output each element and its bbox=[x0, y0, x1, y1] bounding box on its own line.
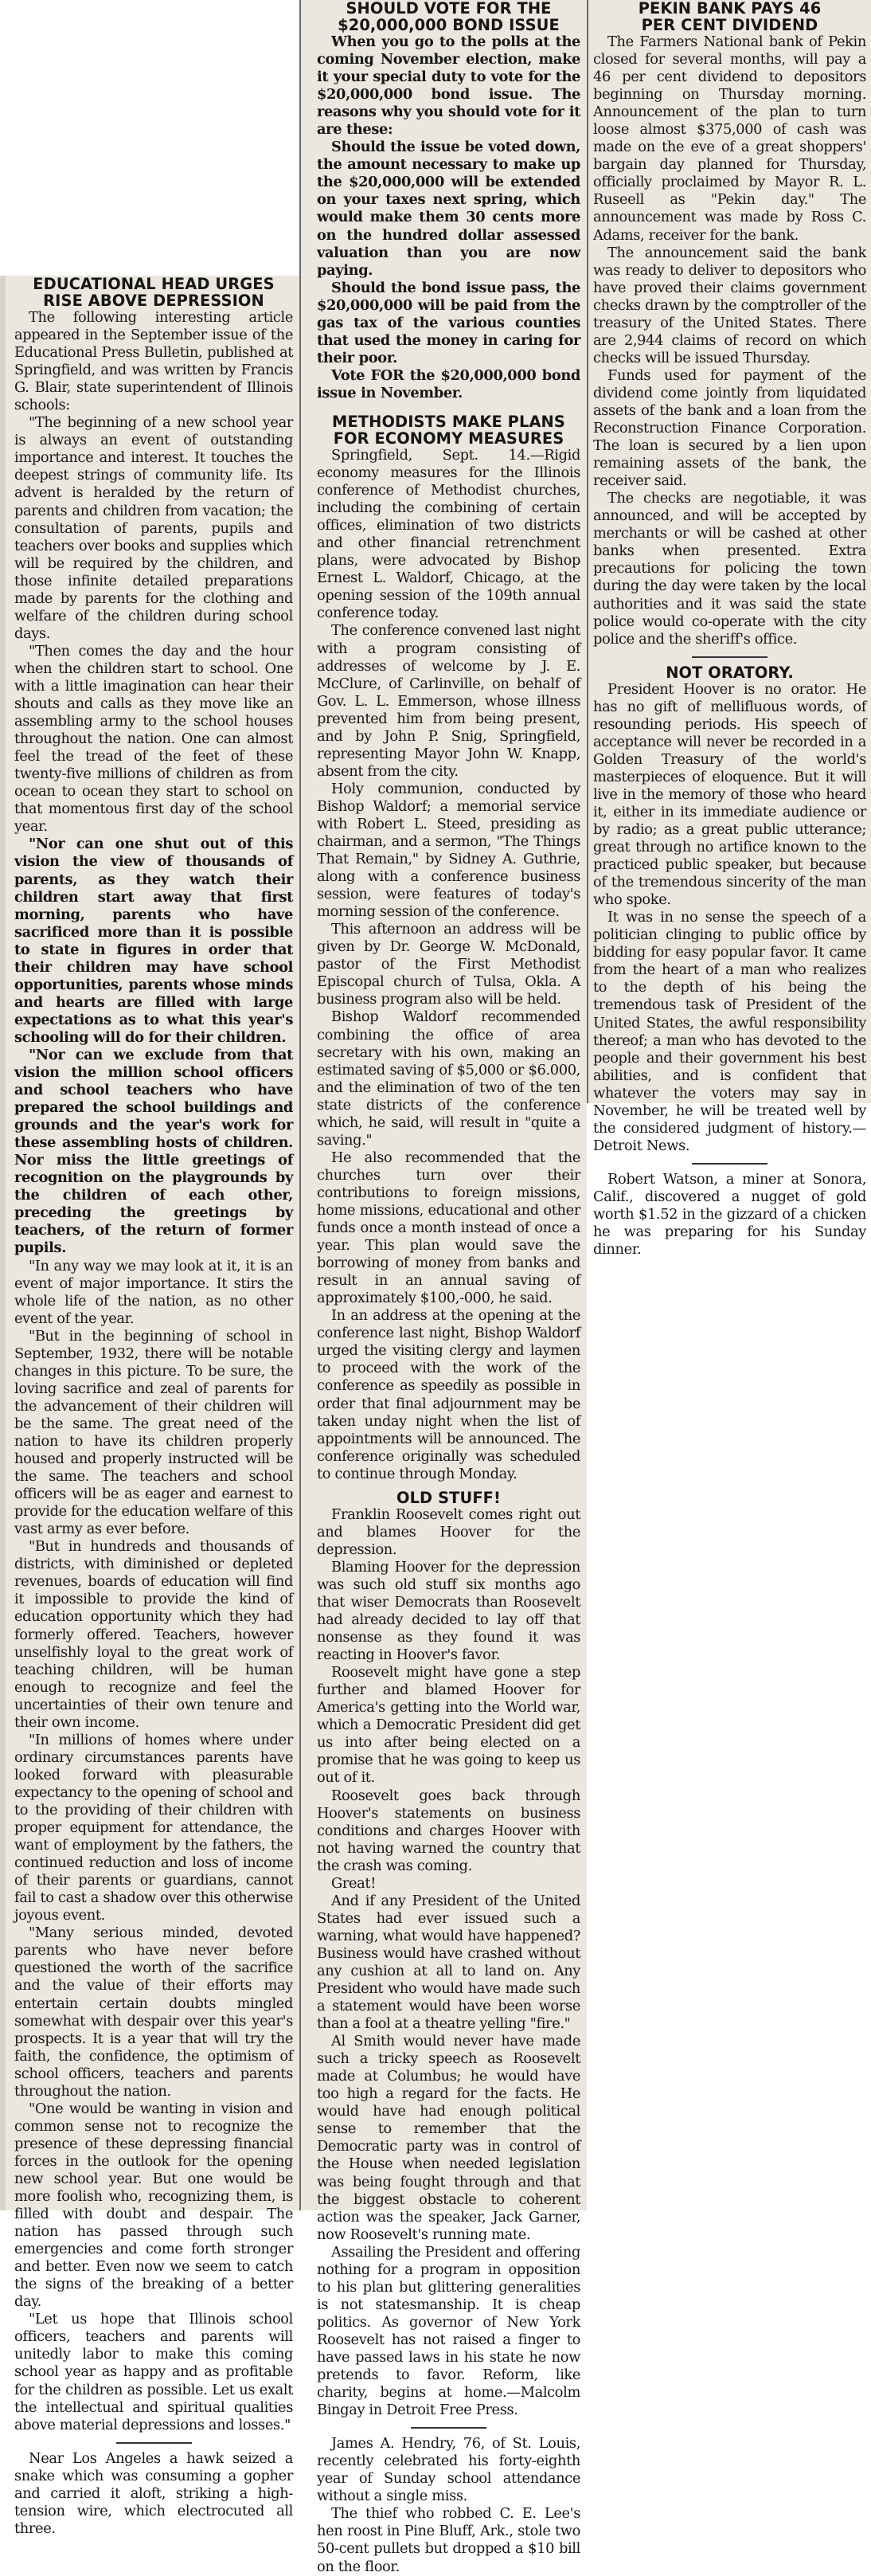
methodist-body bbox=[317, 447, 580, 1483]
methodist-headline-text: METHODISTS MAKE PLANS FOR ECONOMY MEASURES bbox=[332, 412, 565, 448]
right-column bbox=[587, 0, 871, 1259]
paragraph: The announcement said the bank was ready to deliver to depositors who have proved their claims government checks drawn by the comptroller of the treasury of the United States. There are 2,944 claims of record on which checks will be issued Thursday. bbox=[593, 244, 866, 366]
middle-column bbox=[299, 0, 587, 2575]
paragraph: Roosevelt goes back through Hoover's statements on business conditions and charges Hoover with not having warned the country that the crash was coming. bbox=[317, 1787, 580, 1874]
orator-headline bbox=[593, 664, 866, 681]
old-stuff-headline-text: OLD STUFF! bbox=[396, 1488, 501, 1507]
paragraph: The Farmers National bank of Pekin closed for several months, will pay a 46 per cent dividend to depositors beginning on Thursday morning. Announcement of the plan to turn loose almost $375,000 of cash was made on the eve of a great shoppers' bargain day planned for Thursday, officially proclaimed by Mayor R. L. Ruseell as "Pekin day." The announcement was made by Ross C. Adams, receiver for the bank. bbox=[593, 33, 866, 244]
pekin-body bbox=[593, 33, 866, 648]
paragraph: Roosevelt might have gone a step further and blamed Hoover for America's getting into the World war, which a Democratic President did get us into after being elected on a promise that he was going to keep us out of it. bbox=[317, 1664, 580, 1787]
bond-article bbox=[317, 0, 580, 402]
paragraph: The conference convened last night with a program consisting of addresses of welcome by J. E. McClure, of Carlinville, on behalf of Gov. L. L. Emmerson, whose illness prevented him from being present, and by John P. Snig, Springfield, representing Mayor John W. Knapp, absent from the city. bbox=[317, 622, 580, 780]
paragraph: And if any President of the United States had ever issued such a warning, what would have happened? Business would have crashed without any cushion at all to land on. Any President who would have made such a statement would have been worse than a fool at a theatre yelling "fire." bbox=[317, 1892, 580, 2033]
paragraph: Al Smith would never have made such a tricky speech as Roosevelt made at Columbus; he would have too high a regard for the facts. He would have had enough political sense to remember that the Democratic party was in control of the House when needed legislation was being fought through and that the biggest obstacle to coherent action was the speaker, Jack Garner, now Roosevelt's running mate. bbox=[317, 2033, 580, 2243]
education-headline bbox=[14, 276, 293, 309]
bond-headline bbox=[317, 0, 580, 33]
old-stuff-headline bbox=[317, 1490, 580, 1506]
paragraph: Vote FOR the $20,000,000 bond issue in November. bbox=[317, 366, 580, 401]
paragraph: Springfield, Sept. 14.—Rigid economy measures for the Illinois conference of Methodist churches, including the combining of certain offices, elimination of two districts and other financial retrenchment plans, were advocated by Bishop Ernest L. Waldorf, Chicago, at the opening session of the 109th annual conference today. bbox=[317, 446, 580, 622]
paragraph: "In millions of homes where under ordinary circumstances parents have looked forward with pleasurable expectancy to the opening of school and to the providing of their children with proper equipment for attendance, the want of employment by the fathers, the continued reduction and loss of income of their parents or guardians, cannot fail to cast a shadow over this otherwise joyous event. bbox=[14, 1731, 293, 1924]
education-body bbox=[14, 309, 293, 2434]
paragraph: Should the issue be voted down, the amount necessary to make up the $20,000,000 will be extended on your taxes next spring, which would make them 30 cents more on the hundred dollar assessed valuation than you are now paying. bbox=[317, 139, 580, 279]
hawk-item: Near Los Angeles a hawk seized a snake which was consuming a gopher and carried it aloft, striking a high-tension wire, which electrocuted all three. bbox=[14, 2449, 293, 2537]
bond-headline-text: SHOULD VOTE FOR THE $20,000,000 BOND ISSUE bbox=[338, 0, 560, 34]
paragraph: He also recommended that the churches turn over their contributions to foreign missions, home missions, educational and other funds once a month instead of once a year. This plan would save the borrowing of money from banks and result in an annual saving of approximately $100,-000, he said. bbox=[317, 1149, 580, 1307]
orator-headline-text: NOT ORATORY. bbox=[666, 663, 794, 682]
paragraph: "One would be wanting in vision and common sense not to recognize the presence of these depressing financial forces in the outlook for the opening new school year. But one would be more foolish who, recognizing them, is filled with doubt and despair. The nation has passed through such emergencies and come forth stronger and better. Even now we seem to catch the signs of the breaking of a better day. bbox=[14, 2100, 293, 2311]
paragraph: Should the bond issue pass, the $20,000,000 will be paid from the gas tax of the various counties that used the money in caring for their poor. bbox=[317, 279, 580, 366]
methodist-article bbox=[317, 413, 580, 1483]
paragraph: "Nor can one shut out of this vision the view of thousands of parents, as they watch their children start away that first morning, parents who have sacrificed more than it is possible to state in figures in order that their children may have school opportunities, parents whose minds and hearts are filled with large expectations as to what this year's schooling will do for their children. bbox=[14, 836, 293, 1046]
pekin-article bbox=[593, 0, 866, 648]
pekin-headline bbox=[593, 0, 866, 33]
methodist-headline bbox=[317, 413, 580, 447]
paragraph: Franklin Roosevelt comes right out and blames Hoover for the depression. bbox=[317, 1505, 580, 1558]
paragraph: "Nor can we exclude from that vision the million school officers and school teachers who have prepared the school buildings and grounds and the year's work for these assembling hosts of children. Nor miss the little greetings of recognition on the playgrounds by the children of each other, preceding the greetings by teachers, of the return of former pupils. bbox=[14, 1046, 293, 1257]
hendry-item: James A. Hendry, 76, of St. Louis, recently celebrated his forty-eighth year of Sunday school attendance without a single miss. bbox=[317, 2435, 580, 2505]
thief-item: The thief who robbed C. E. Lee's hen roost in Pine Bluff, Ark., stole two 50-cent pullets but dropped a $10 bill on the floor. bbox=[317, 2505, 580, 2575]
paragraph: "Many serious minded, devoted parents who have never before questioned the worth of the sacrifice and the value of their efforts may entertain certain doubts mingled somewhat with despair over this year's prospects. It is a year that will try the faith, the confidence, the optimism of school officers, teachers and parents throughout the nation. bbox=[14, 1924, 293, 2100]
paragraph: In an address at the opening at the conference last night, Bishop Waldorf urged the visiting clergy and laymen to proceed with the work of the conference as speedily as possible in order that final adjournment may be taken unday night when the list of appointments will be announced. The conference originally was scheduled to continue through Monday. bbox=[317, 1307, 580, 1482]
paragraph: Holy communion, conducted by Bishop Waldorf; a memorial service with Robert L. Steed, presiding as chairman, and a sermon, "The Things That Remain," by Sidney A. Guthrie, along with a conference business session, were features of today's morning session of the conference. bbox=[317, 780, 580, 921]
paragraph: Bishop Waldorf recommended combining the office of area secretary with his own, making an estimated saving of $5,000 or $6.000, and the elimination of two of the ten state districts of the conference which, he said, will result in "quite a saving." bbox=[317, 1008, 580, 1149]
paragraph: The checks are negotiable, it was announced, and will be accepted by merchants or will be cashed at other banks when presented. Extra precautions for policing the town during the day were taken by the local authorities and it was said the state police would co-operate with the city police and the sheriff's office. bbox=[593, 490, 866, 648]
paragraph: "The beginning of a new school year is always an event of outstanding importance and interest. It touches the deepest strings of community life. Its advent is heralded by the return of parents and children from vacation; the consultation of parents, pupils and teachers over books and supplies which will be required by the children, and those infinite detailed preparations made by parents for the clothing and welfare of the children during school days. bbox=[14, 414, 293, 642]
divider-rule bbox=[692, 656, 767, 658]
paragraph: The following interesting article appeared in the September issue of the Educational Press Bulletin, published at Springfield, and was written by Francis G. Blair, state superintendent of Illinois schools: bbox=[14, 309, 293, 414]
paragraph: When you go to the polls at the coming November election, make it your special duty to vote for the $20,000,000 bond issue. The reasons why you should vote for it are these: bbox=[317, 33, 580, 139]
left-column bbox=[0, 275, 299, 2537]
paragraph: Assailing the President and offering nothing for a program in opposition to his plan but glittering generalities is not statesmanship. It is cheap politics. As governor of New York Roosevelt has not raised a finger to have passed laws in his state he now pretends to favor. Reform, like charity, begins at home.—Malcolm Bingay in Detroit Free Press. bbox=[317, 2243, 580, 2419]
divider-rule bbox=[692, 1163, 767, 1165]
paragraph: Great! bbox=[331, 1874, 377, 1892]
old-stuff-article bbox=[317, 1490, 580, 2419]
divider-rule bbox=[116, 2442, 192, 2444]
orator-article bbox=[593, 664, 866, 1155]
pekin-headline-text: PEKIN BANK PAYS 46 PER CENT DIVIDEND bbox=[638, 0, 822, 34]
paragraph: "But in hundreds and thousands of districts, with diminished or depleted revenues, boards of education will find it impossible to provide the kind of education opportunity which they had formerly offered. Teachers, however unselfishly loyal to the great work of teaching children, will be human enough to recognize and feel the uncertainties of their own tenure and their own income. bbox=[14, 1538, 293, 1731]
divider-rule bbox=[411, 2427, 486, 2429]
orator-body bbox=[593, 681, 866, 1155]
paragraph: Blaming Hoover for the depression was such old stuff six months ago that wiser Democrats than Roosevelt had already decided to lay off that nonsense as they found it was reacting in Hoover's favor. bbox=[317, 1558, 580, 1664]
paragraph: "Let us hope that Illinois school officers, teachers and parents will unitedly labor to make this coming school year as happy and as profitable for the children as possible. Let us exalt the intellectual and spiritual qualities above material depressions and losses." bbox=[14, 2311, 293, 2433]
old-stuff-body bbox=[317, 1506, 580, 2419]
education-headline-text: EDUCATIONAL HEAD URGES RISE ABOVE DEPRESSION bbox=[33, 275, 275, 310]
watson-item: Robert Watson, a miner at Sonora, Calif., discovered a nugget of gold worth $1.52 in the gizzard of a chicken he was preparing for his Sunday dinner. bbox=[593, 1170, 866, 1259]
page-edge-shadow bbox=[0, 276, 6, 2210]
paragraph: President Hoover is no orator. He has no gift of mellifluous words, of resounding periods. His speech of acceptance will never be recorded in a Golden Treasury of the world's masterpieces of eloquence. But it will live in the memory of those who heard it, either in its immediate audience or by radio; as a great public utterance; great through no artifice known to the practiced public speaker, but because of the tremendous sincerity of the man who spoke. bbox=[593, 680, 866, 909]
paragraph: This afternoon an address will be given by Dr. George W. McDonald, pastor of the First Methodist Episcopal church of Tulsa, Okla. A business program also will be held. bbox=[317, 921, 580, 1008]
paragraph: "Then comes the day and the hour when the children start to school. One with a little imagination can hear their shouts and calls as they move like an assembling army to the school houses throughout the nation. One can almost feel the tread of the feet of these twenty-five millions of children as from ocean to ocean they start to school on that momentous first day of the school year. bbox=[14, 642, 293, 836]
paragraph: "In any way we may look at it, it is an event of major importance. It stirs the whole life of the nation, as no other event of the year. bbox=[14, 1257, 293, 1327]
paragraph: It was in no sense the speech of a politician clinging to public office by bidding for easy popular favor. It came from the heart of a man who realizes to the depth of his being the tremendous task of President of the United States, the awful responsibility thereof; a man who has devoted to the people and their government his best abilities, and is confident that whatever the voters may say in November, he will be treated well by the considered judgment of history.—Detroit News. bbox=[593, 909, 866, 1154]
paragraph: "But in the beginning of school in September, 1932, there will be notable changes in this picture. To be sure, the loving sacrifice and zeal of parents for the advancement of their children will be the same. The great need of the nation to have its children properly housed and properly instructed will be the same. The teachers and school officers will be as eager and earnest to provide for the education welfare of this vast army as ever before. bbox=[14, 1327, 293, 1538]
education-article bbox=[14, 276, 293, 2434]
paragraph: Funds used for payment of the dividend come jointly from liquidated assets of the bank and a loan from the Reconstruction Finance Corporation. The loan is secured by a lien upon remaining assets of the bank, the receiver said. bbox=[593, 366, 866, 490]
bond-body bbox=[317, 33, 580, 402]
